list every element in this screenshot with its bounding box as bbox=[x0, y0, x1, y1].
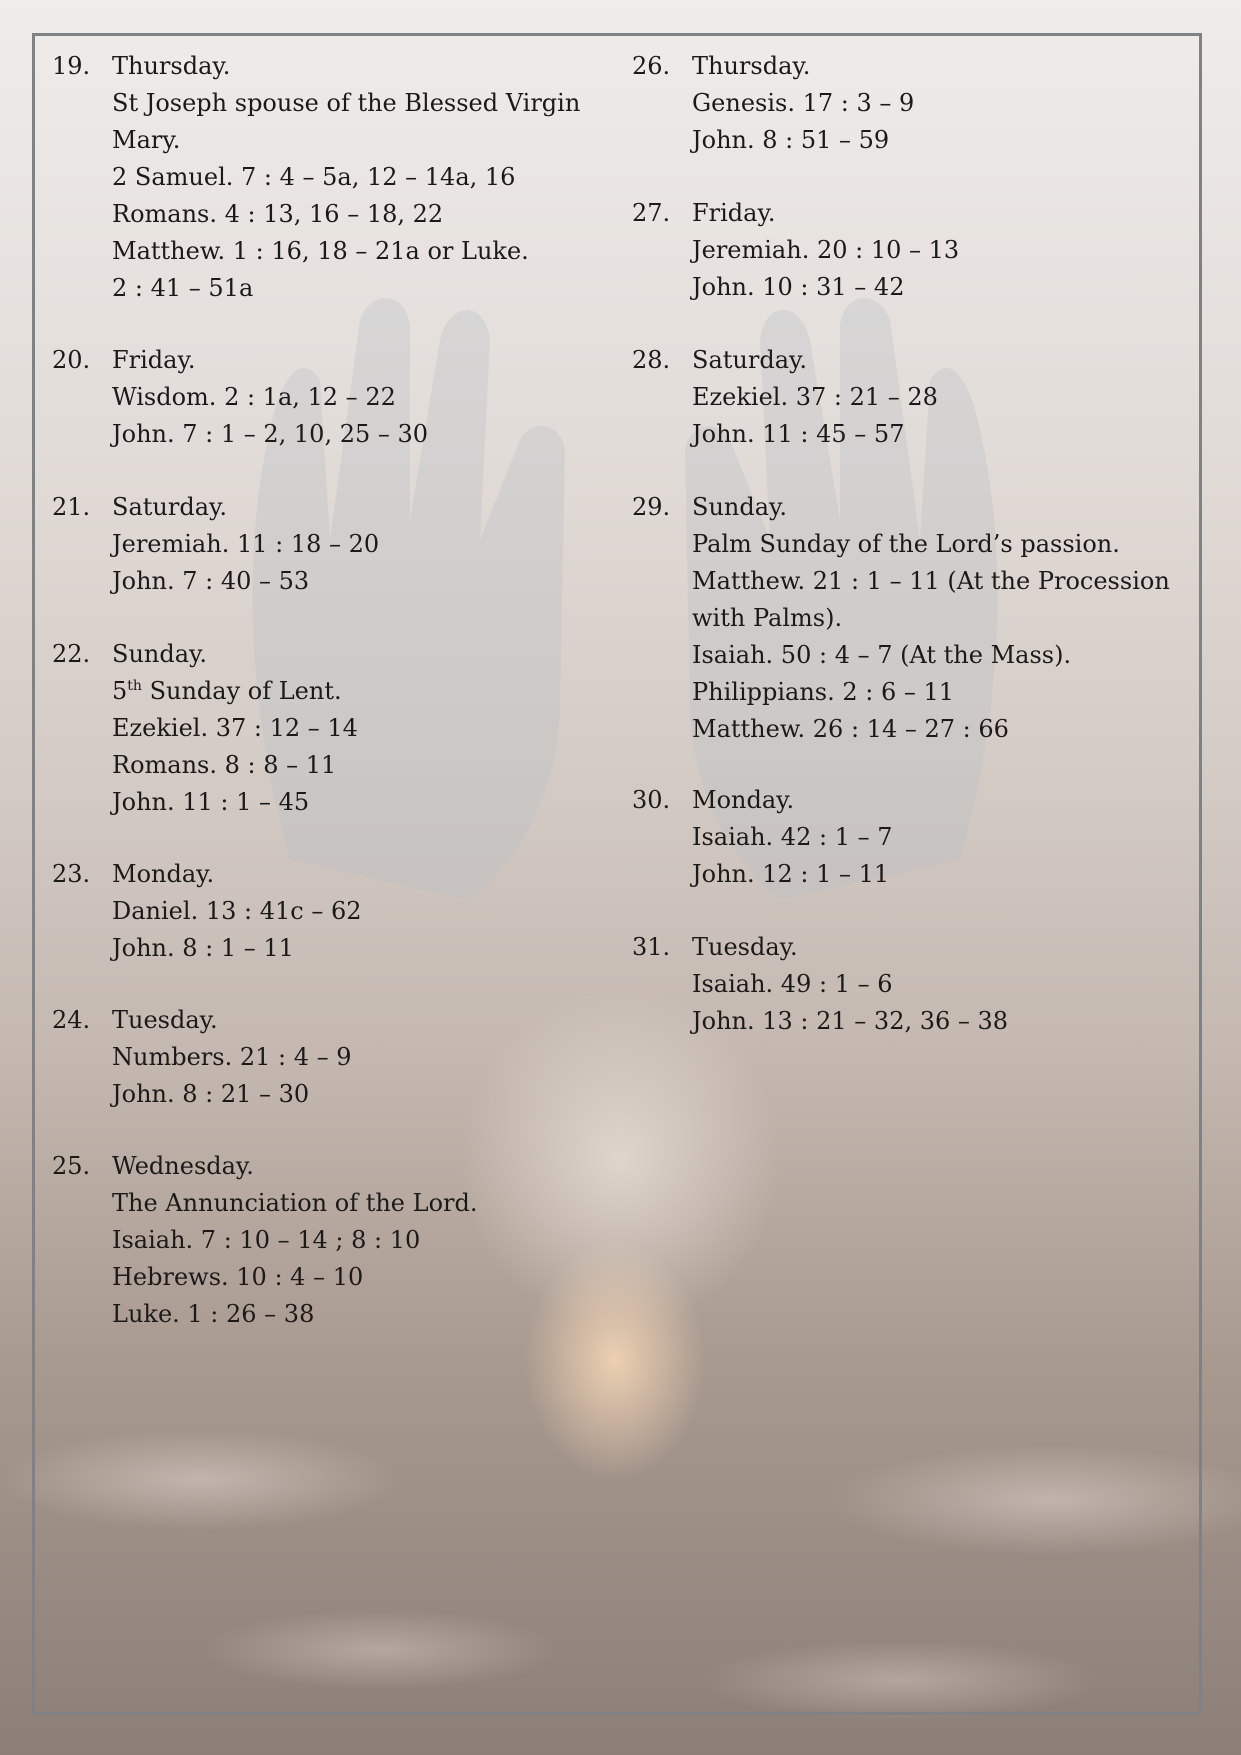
date-number: 19. bbox=[52, 52, 91, 80]
reading: Wisdom. 2 : 1a, 12 – 22 bbox=[112, 383, 396, 411]
weekday: Sunday. bbox=[692, 493, 788, 521]
reading: Genesis. 17 : 3 – 9 bbox=[692, 89, 915, 117]
reading: John. 10 : 31 – 42 bbox=[692, 273, 905, 301]
reading: Romans. 4 : 13, 16 – 18, 22 bbox=[112, 200, 444, 228]
weekday: Monday. bbox=[112, 860, 215, 888]
weekday: Friday. bbox=[112, 346, 196, 374]
reading: John. 8 : 51 – 59 bbox=[692, 126, 890, 154]
weekday: Tuesday. bbox=[692, 933, 798, 961]
reading: Luke. 1 : 26 – 38 bbox=[112, 1300, 315, 1328]
reading: 2 Samuel. 7 : 4 – 5a, 12 – 14a, 16 bbox=[112, 163, 516, 191]
date-number: 27. bbox=[632, 199, 671, 227]
date-number: 31. bbox=[632, 933, 671, 961]
date-number: 23. bbox=[52, 860, 91, 888]
weekday: Saturday. bbox=[112, 493, 227, 521]
weekday: Friday. bbox=[692, 199, 776, 227]
reading: Ezekiel. 37 : 12 – 14 bbox=[112, 714, 358, 742]
reading: 2 : 41 – 51a bbox=[112, 274, 254, 302]
reading: Isaiah. 50 : 4 – 7 (At the Mass). bbox=[692, 641, 1072, 669]
reading: John. 7 : 1 – 2, 10, 25 – 30 bbox=[112, 420, 429, 448]
reading: Hebrews. 10 : 4 – 10 bbox=[112, 1263, 364, 1291]
reading: Isaiah. 42 : 1 – 7 bbox=[692, 823, 893, 851]
reading: John. 11 : 1 – 45 bbox=[112, 788, 310, 816]
reading: John. 12 : 1 – 11 bbox=[692, 860, 890, 888]
reading: John. 13 : 21 – 32, 36 – 38 bbox=[692, 1007, 1009, 1035]
date-number: 20. bbox=[52, 346, 91, 374]
reading: Philippians. 2 : 6 – 11 bbox=[692, 678, 955, 706]
weekday: Saturday. bbox=[692, 346, 807, 374]
reading: John. 11 : 45 – 57 bbox=[692, 420, 905, 448]
feast-title: St Joseph spouse of the Blessed Virgin Mary. bbox=[112, 89, 581, 154]
reading: Isaiah. 7 : 10 – 14 ; 8 : 10 bbox=[112, 1226, 421, 1254]
reading: John. 8 : 21 – 30 bbox=[112, 1080, 310, 1108]
date-number: 30. bbox=[632, 786, 671, 814]
reading: John. 7 : 40 – 53 bbox=[112, 567, 310, 595]
reading: Matthew. 26 : 14 – 27 : 66 bbox=[692, 715, 1009, 743]
feast-title: Palm Sunday of the Lord’s passion. bbox=[692, 530, 1120, 558]
date-number: 29. bbox=[632, 493, 671, 521]
weekday: Thursday. bbox=[692, 52, 811, 80]
weekday: Thursday. bbox=[112, 52, 231, 80]
reading: Matthew. 1 : 16, 18 – 21a or Luke. bbox=[112, 237, 529, 265]
reading: Ezekiel. 37 : 21 – 28 bbox=[692, 383, 938, 411]
reading: Jeremiah. 20 : 10 – 13 bbox=[692, 236, 960, 264]
reading: Isaiah. 49 : 1 – 6 bbox=[692, 970, 893, 998]
date-number: 28. bbox=[632, 346, 671, 374]
weekday: Wednesday. bbox=[112, 1152, 254, 1180]
date-number: 24. bbox=[52, 1006, 91, 1034]
reading: Numbers. 21 : 4 – 9 bbox=[112, 1043, 352, 1071]
weekday: Sunday. bbox=[112, 640, 208, 668]
date-number: 21. bbox=[52, 493, 91, 521]
feast-title: The Annunciation of the Lord. bbox=[112, 1189, 478, 1217]
reading: Jeremiah. 11 : 18 – 20 bbox=[112, 530, 380, 558]
reading: Matthew. 21 : 1 – 11 (At the Procession with Palms). bbox=[692, 567, 1170, 632]
weekday: Tuesday. bbox=[112, 1006, 218, 1034]
date-number: 22. bbox=[52, 640, 91, 668]
date-number: 26. bbox=[632, 52, 671, 80]
weekday: Monday. bbox=[692, 786, 795, 814]
reading: Romans. 8 : 8 – 11 bbox=[112, 751, 337, 779]
feast-title: 5th Sunday of Lent. bbox=[112, 677, 342, 705]
reading: Daniel. 13 : 41c – 62 bbox=[112, 897, 362, 925]
date-number: 25. bbox=[52, 1152, 91, 1180]
reading: John. 8 : 1 – 11 bbox=[112, 934, 294, 962]
